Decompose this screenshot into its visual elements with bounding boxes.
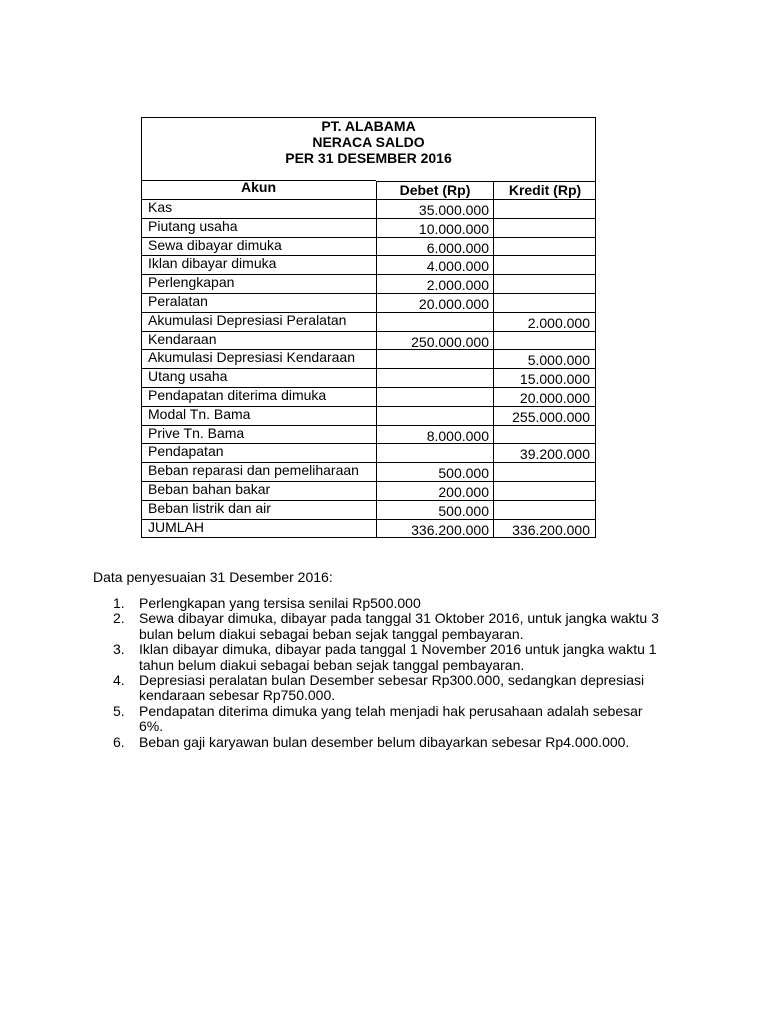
cell-akun: Kendaraan <box>141 331 376 350</box>
cell-akun: Iklan dibayar dimuka <box>141 255 376 274</box>
table-row <box>141 406 596 425</box>
table-row <box>141 312 596 331</box>
list-item-number: 5. <box>113 702 125 719</box>
cell-debet: 6.000.000 <box>376 237 494 256</box>
cell-akun: Beban listrik dan air <box>141 500 376 519</box>
list-item-line: tahun belum diakui sebagai beban sejak tanggal pembayaran. <box>139 656 525 673</box>
cell-akun: Piutang usaha <box>141 218 376 237</box>
table-row <box>141 218 596 237</box>
cell-akun: Utang usaha <box>141 368 376 387</box>
cell-debet: 8.000.000 <box>376 425 494 444</box>
table-row <box>141 500 596 519</box>
cell-debet: 2.000.000 <box>376 274 494 293</box>
cell-kredit <box>493 199 596 218</box>
list-item-line: Pendapatan diterima dimuka yang telah menjadi hak perusahaan adalah sebesar <box>139 702 643 719</box>
cell-kredit <box>493 500 596 519</box>
cell-akun: Peralatan <box>141 293 376 312</box>
adjustments-list <box>93 596 673 750</box>
cell-debet <box>376 443 494 462</box>
list-item-number: 4. <box>113 672 125 689</box>
table-row <box>141 481 596 500</box>
cell-debet <box>376 349 494 368</box>
cell-akun: Sewa dibayar dimuka <box>141 237 376 256</box>
list-item-line: bulan belum diakui sebagai beban sejak tanggal pembayaran. <box>139 625 524 642</box>
cell-akun: JUMLAH <box>141 519 376 538</box>
column-header-debet: Debet (Rp) <box>376 181 494 200</box>
cell-akun: Pendapatan <box>141 443 376 462</box>
table-row <box>141 349 596 368</box>
cell-debet: 250.000.000 <box>376 331 494 350</box>
cell-akun: Perlengkapan <box>141 274 376 293</box>
report-name: NERACA SALDO <box>312 134 425 150</box>
cell-kredit: 5.000.000 <box>493 349 596 368</box>
list-item-number: 2. <box>113 610 125 627</box>
report-period: PER 31 DESEMBER 2016 <box>285 150 452 166</box>
table-row <box>141 274 596 293</box>
list-item-line: Perlengkapan yang tersisa senilai Rp500.000 <box>139 595 421 611</box>
cell-debet: 4.000.000 <box>376 255 494 274</box>
list-item-line: Beban gaji karyawan bulan desember belum dibayarkan sebesar Rp4.000.000. <box>139 733 630 750</box>
cell-kredit <box>493 237 596 256</box>
cell-kredit <box>493 481 596 500</box>
cell-debet: 10.000.000 <box>376 218 494 237</box>
table-row <box>141 255 596 274</box>
column-header-akun: Akun <box>241 179 276 195</box>
list-item-line: 6%. <box>139 718 164 735</box>
table-row <box>141 368 596 387</box>
cell-kredit <box>493 218 596 237</box>
list-item-line: Iklan dibayar dimuka, dibayar pada tanggal 1 November 2016 untuk jangka waktu 1 <box>139 641 657 658</box>
list-item <box>93 642 673 673</box>
company-name: PT. ALABAMA <box>321 118 416 134</box>
list-item-line: Sewa dibayar dimuka, dibayar pada tanggal 31 Oktober 2016, untuk jangka waktu 3 <box>139 610 659 627</box>
cell-kredit <box>493 462 596 481</box>
cell-debet: 500.000 <box>376 462 494 481</box>
cell-akun: Modal Tn. Bama <box>141 406 376 425</box>
table-row <box>141 331 596 350</box>
cell-kredit <box>493 425 596 444</box>
adjustments-intro: Data penyesuaian 31 Desember 2016: <box>93 569 333 585</box>
cell-debet <box>376 312 494 331</box>
cell-kredit: 39.200.000 <box>493 443 596 462</box>
list-item <box>93 735 673 750</box>
list-item-number: 3. <box>113 641 125 658</box>
table-body <box>141 199 596 537</box>
cell-akun: Prive Tn. Bama <box>141 425 376 444</box>
cell-debet: 35.000.000 <box>376 199 494 218</box>
cell-kredit: 255.000.000 <box>493 406 596 425</box>
cell-kredit <box>493 255 596 274</box>
cell-kredit <box>493 331 596 350</box>
cell-debet <box>376 406 494 425</box>
cell-akun: Akumulasi Depresiasi Peralatan <box>141 312 376 331</box>
cell-debet: 336.200.000 <box>376 519 494 538</box>
list-item-number: 6. <box>113 733 125 750</box>
cell-debet: 20.000.000 <box>376 293 494 312</box>
cell-akun: Akumulasi Depresiasi Kendaraan <box>141 349 376 368</box>
cell-kredit <box>493 274 596 293</box>
table-row <box>141 462 596 481</box>
table-row <box>141 519 596 538</box>
cell-akun: Kas <box>141 199 376 218</box>
list-item-number: 1. <box>113 595 125 611</box>
table-row <box>141 387 596 406</box>
table-row <box>141 199 596 218</box>
column-header-kredit: Kredit (Rp) <box>493 181 596 200</box>
cell-debet: 500.000 <box>376 500 494 519</box>
cell-akun: Beban reparasi dan pemeliharaan <box>141 462 376 481</box>
cell-akun: Beban bahan bakar <box>141 481 376 500</box>
cell-kredit <box>493 293 596 312</box>
cell-kredit: 336.200.000 <box>493 519 596 538</box>
cell-debet: 200.000 <box>376 481 494 500</box>
list-item <box>93 596 673 611</box>
list-item <box>93 611 673 642</box>
list-item <box>93 673 673 704</box>
cell-debet <box>376 387 494 406</box>
table-row <box>141 237 596 256</box>
table-row <box>141 443 596 462</box>
list-item-line: Depresiasi peralatan bulan Desember sebesar Rp300.000, sedangkan depresiasi <box>139 672 645 689</box>
list-item <box>93 704 673 735</box>
cell-kredit: 15.000.000 <box>493 368 596 387</box>
cell-akun: Pendapatan diterima dimuka <box>141 387 376 406</box>
cell-debet <box>376 368 494 387</box>
table-row <box>141 293 596 312</box>
list-item-line: kendaraan sebesar Rp750.000. <box>139 687 336 704</box>
cell-kredit: 2.000.000 <box>493 312 596 331</box>
table-row <box>141 425 596 444</box>
cell-kredit: 20.000.000 <box>493 387 596 406</box>
